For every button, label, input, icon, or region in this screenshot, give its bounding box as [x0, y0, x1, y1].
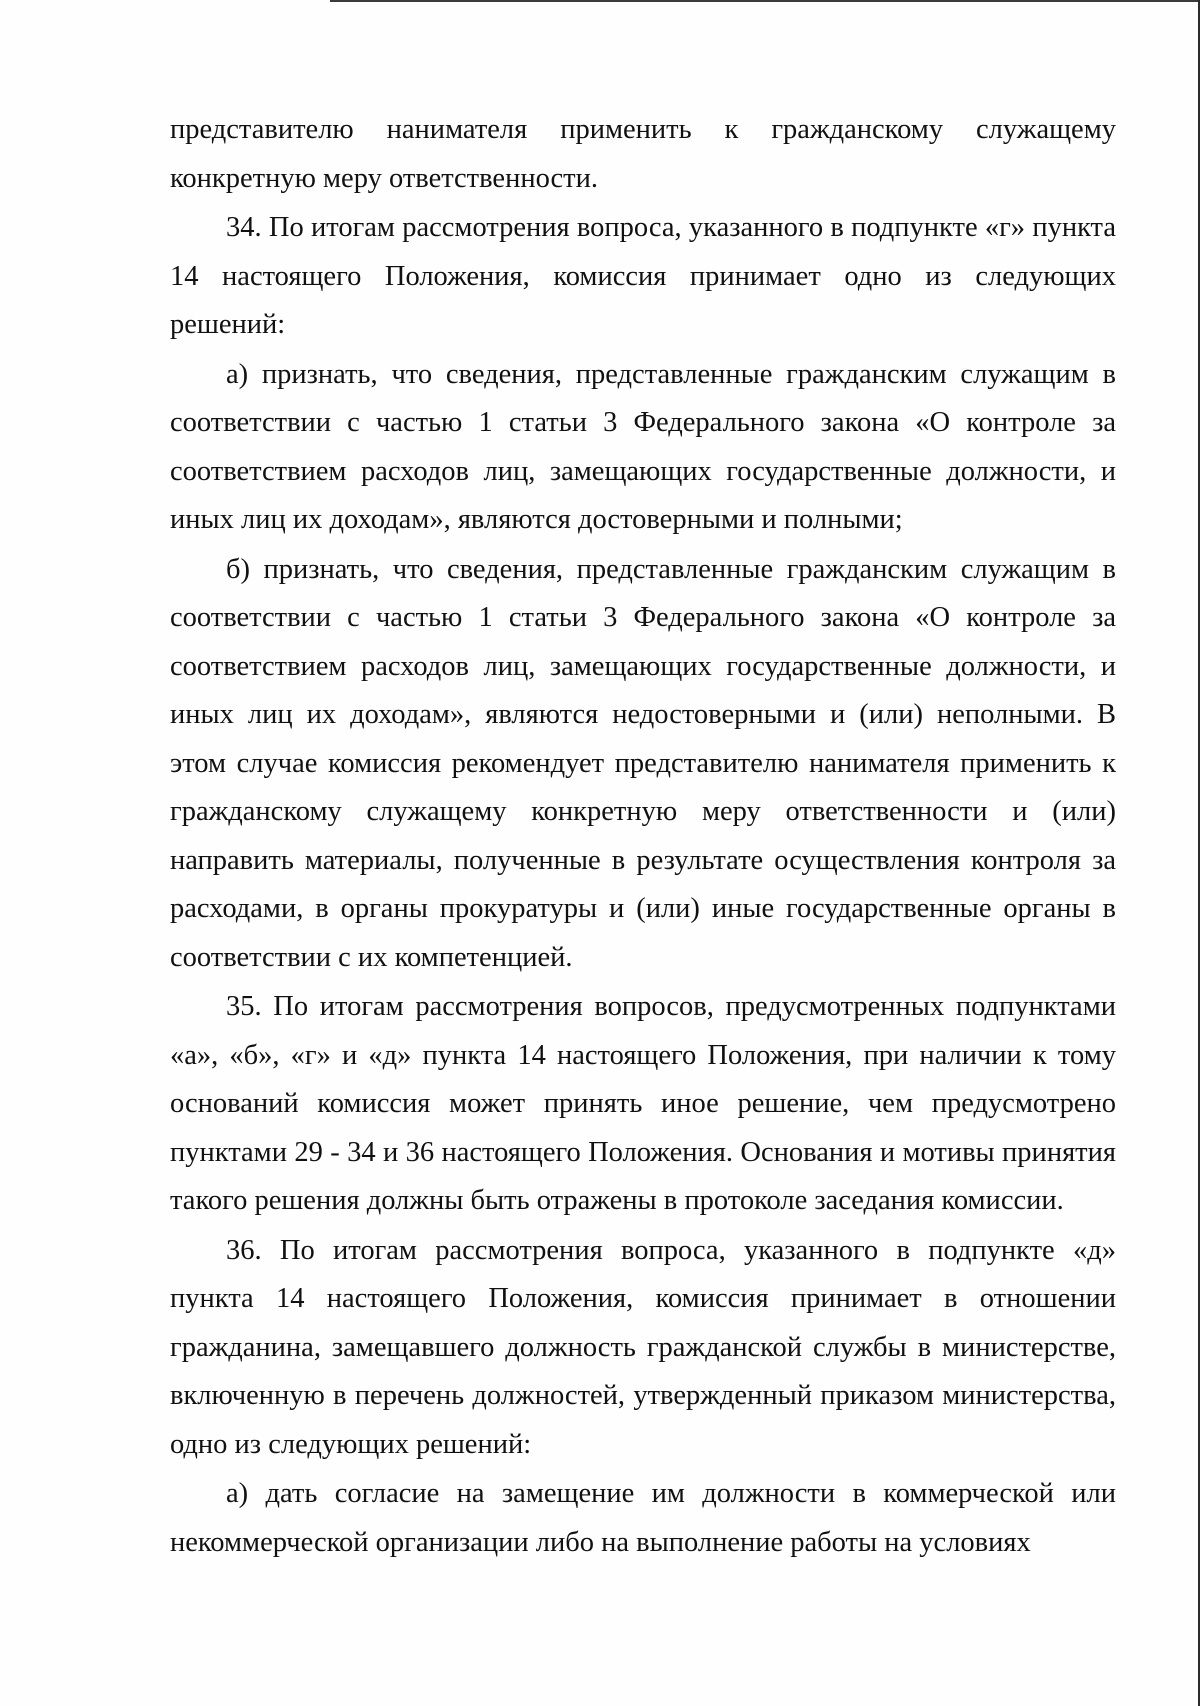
paragraph-34-a: а) признать, что сведения, представленные гражданским служащим в соответствии с частью 1 статьи 3 Федерального закона «О контроле за соответствием расходов лиц, замещающих государственные должности, и иных лиц их доходам», являются достоверными и полными; — [170, 358, 1116, 535]
paragraph-34-b: б) признать, что сведения, представленные гражданским служащим в соответствии с частью 1 статьи 3 Федерального закона «О контроле за соответствием расходов лиц, замещающих государственные должности, и иных лиц их доходам», являются недостоверными и (или) неполными. В этом случае комиссия рекомендует представителю нанимателя применить к гражданскому служащему конкретную меру ответственности и (или) направить материалы, полученные в результате осуществления контроля за расходами, в органы прокуратуры и (или) иные государственные органы в соответствии с их компетенцией. — [170, 553, 1116, 973]
paragraph-34: 34. По итогам рассмотрения вопроса, указанного в подпункте «г» пункта 14 настоящего Положения, комиссия принимает одно из следующих решений: — [170, 212, 1116, 340]
paragraph-continuation: представителю нанимателя применить к гражданскому служащему конкретную меру ответственности. — [170, 114, 1116, 194]
paragraph-35: 35. По итогам рассмотрения вопросов, предусмотренных подпунктами «а», «б», «г» и «д» пункта 14 настоящего Положения, при наличии к тому оснований комиссия может принять иное решение, чем предусмотрено пунктами 29 - 34 и 36 настоящего Положения. Основания и мотивы принятия такого решения должны быть отражены в протоколе заседания комиссии. — [170, 991, 1116, 1216]
document-body — [170, 106, 1116, 1568]
paragraph-36-a: а) дать согласие на замещение им должности в коммерческой или некоммерческой организации либо на выполнение работы на условиях — [170, 1478, 1116, 1558]
scan-top-edge — [330, 0, 1200, 2]
paragraph-36: 36. По итогам рассмотрения вопроса, указанного в подпункте «д» пункта 14 настоящего Положения, комиссия принимает в отношении гражданина, замещавшего должность гражданской службы в министерстве, включенную в перечень должностей, утвержденный приказом министерства, одно из следующих решений: — [170, 1234, 1116, 1460]
